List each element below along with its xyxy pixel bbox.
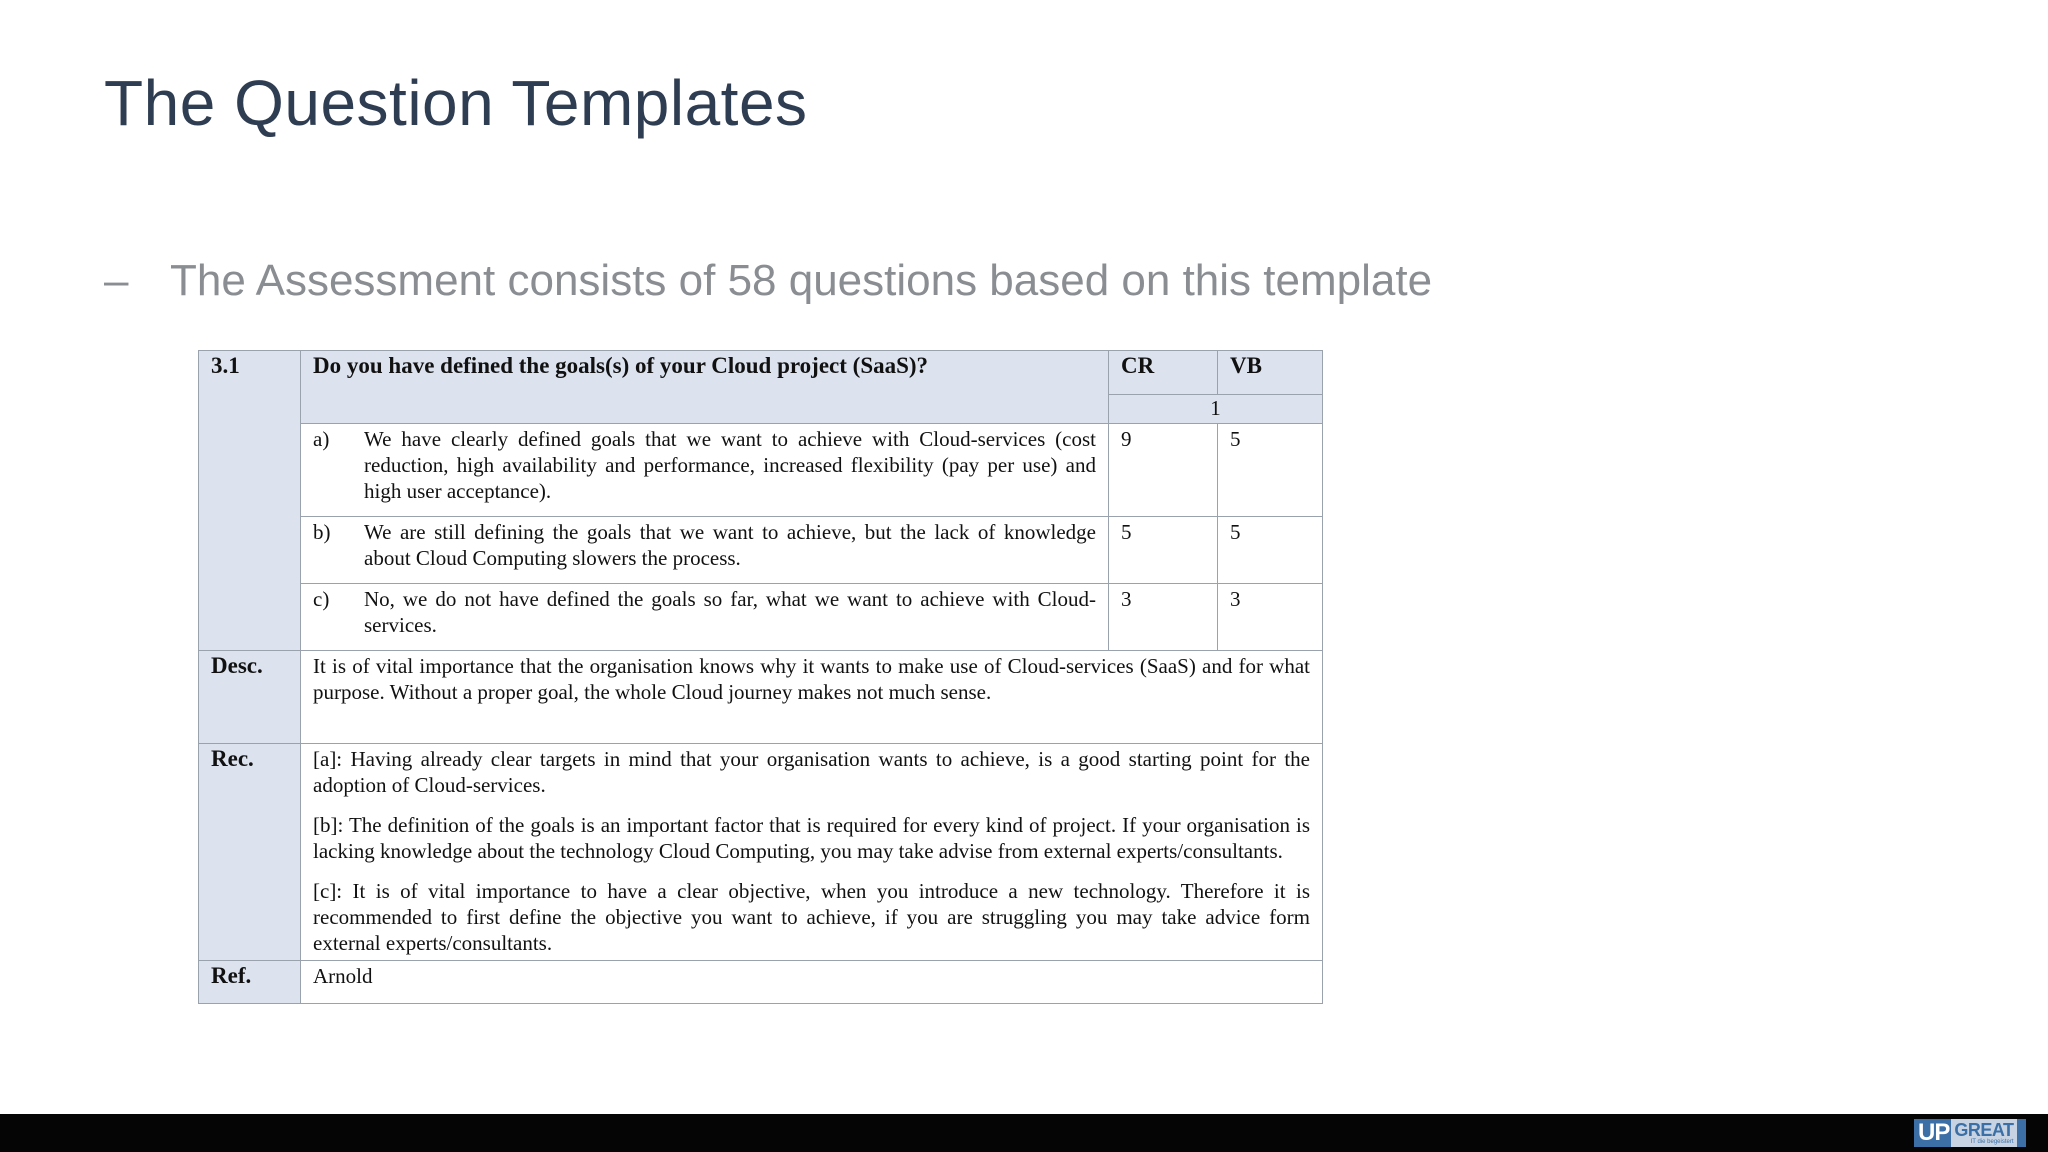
column-header-cr: CR bbox=[1109, 351, 1218, 395]
rec-cell bbox=[301, 744, 1323, 961]
option-b-vb: 5 bbox=[1218, 517, 1323, 584]
table-row bbox=[199, 651, 1323, 744]
option-letter: c) bbox=[313, 587, 330, 611]
question-number: 3.1 bbox=[199, 351, 301, 651]
logo-great-text: GREAT bbox=[1954, 1119, 2014, 1140]
logo-tagline: IT die begeistert bbox=[1970, 1138, 2014, 1145]
upgreat-logo bbox=[1914, 1119, 2026, 1147]
table-row bbox=[199, 744, 1323, 961]
option-letter: a) bbox=[313, 427, 330, 451]
option-a-vb: 5 bbox=[1218, 424, 1323, 517]
option-c-cr: 3 bbox=[1109, 584, 1218, 651]
bullet-text: The Assessment consists of 58 questions based on this template bbox=[170, 256, 1433, 305]
option-letter: b) bbox=[313, 520, 331, 544]
option-b-cr: 5 bbox=[1109, 517, 1218, 584]
table-row bbox=[199, 584, 1323, 651]
logo-up-text: UP bbox=[1918, 1119, 1950, 1146]
option-c-vb: 3 bbox=[1218, 584, 1323, 651]
desc-text: It is of vital importance that the organisation knows why it wants to make use of Cloud-services (SaaS) and for what purpose. Without a proper goal, the whole Cloud journey makes not much sense. bbox=[301, 651, 1323, 744]
option-b bbox=[301, 517, 1109, 584]
column-header-vb: VB bbox=[1218, 351, 1323, 395]
question-weight: 1 bbox=[1109, 395, 1323, 424]
option-text: No, we do not have defined the goals so far, what we want to achieve with Cloud-services. bbox=[364, 587, 1096, 637]
table-row bbox=[199, 961, 1323, 1004]
slide-title: The Question Templates bbox=[104, 67, 808, 139]
table-row bbox=[199, 517, 1323, 584]
option-text: We are still defining the goals that we want to achieve, but the lack of knowledge about Cloud Computing slowers the process. bbox=[364, 520, 1096, 570]
rec-item-b: [b]: The definition of the goals is an important factor that is required for every kind of project. If your organisation is lacking knowledge about the technology Cloud Computing, you may take advise from external experts/consultants. bbox=[313, 813, 1310, 863]
option-c bbox=[301, 584, 1109, 651]
table-row bbox=[199, 424, 1323, 517]
ref-label: Ref. bbox=[199, 961, 301, 1004]
option-text: We have clearly defined goals that we want to achieve with Cloud-services (cost reduction, high availability and performance, increased flexibility (pay per use) and high user acceptance). bbox=[364, 427, 1096, 503]
bullet-marker: – bbox=[104, 256, 129, 305]
desc-label: Desc. bbox=[199, 651, 301, 744]
question-template-table bbox=[198, 350, 1322, 1004]
rec-label: Rec. bbox=[199, 744, 301, 961]
rec-item-a: [a]: Having already clear targets in mind that your organisation wants to achieve, is a good starting point for the adoption of Cloud-services. bbox=[313, 747, 1310, 797]
question-text: Do you have defined the goals(s) of your Cloud project (SaaS)? bbox=[301, 351, 1109, 424]
ref-text: Arnold bbox=[301, 961, 1323, 1004]
option-a bbox=[301, 424, 1109, 517]
option-a-cr: 9 bbox=[1109, 424, 1218, 517]
rec-item-c: [c]: It is of vital importance to have a clear objective, when you introduce a new technology. Therefore it is recommended to first define the objective you want to achieve, if you are struggling you may take advice form external experts/consultants. bbox=[313, 879, 1310, 955]
footer-bar bbox=[0, 1114, 2048, 1152]
bullet-point bbox=[104, 256, 1432, 306]
